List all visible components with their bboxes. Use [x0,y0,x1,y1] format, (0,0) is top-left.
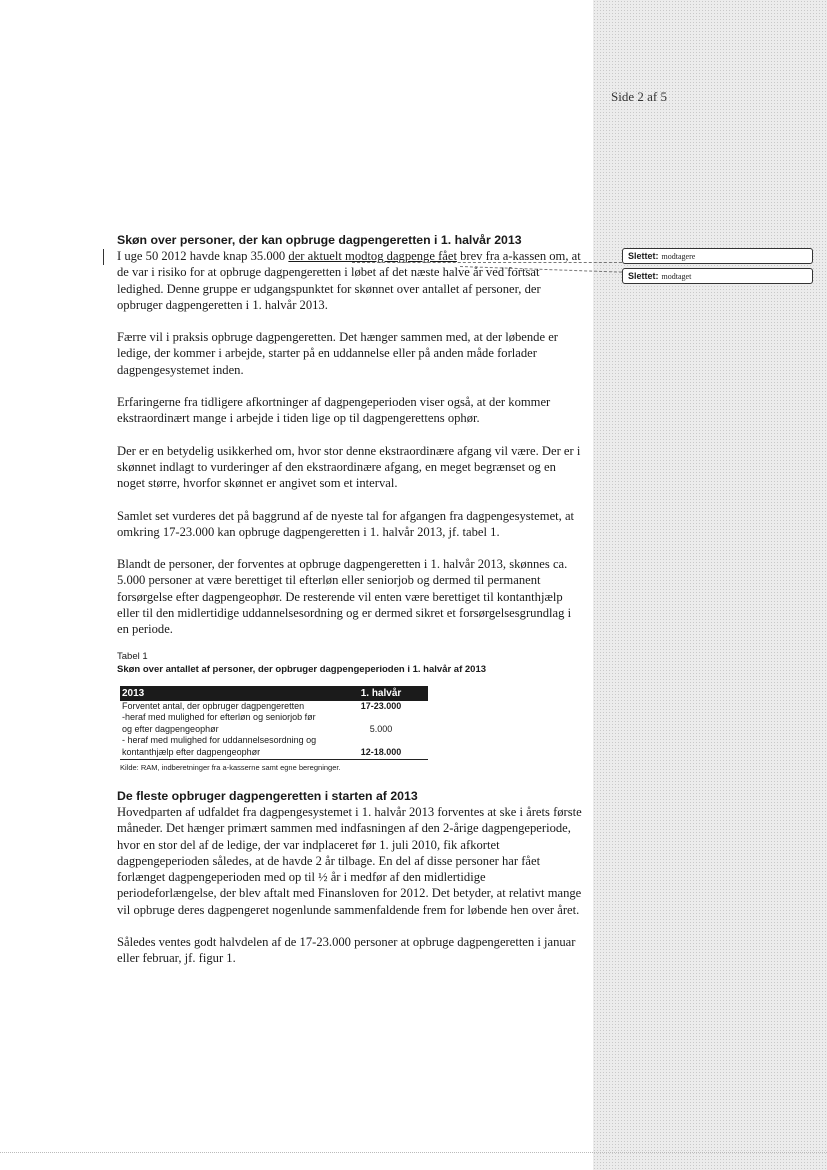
table-header-cell: 1. halvår [334,686,428,701]
comment-margin-pane [593,0,827,1170]
tracked-insertion[interactable]: der aktuelt modtog dagpenge fået [288,249,457,263]
page-number: Side 2 af 5 [611,89,667,104]
table-cell [334,735,428,747]
table-cell [334,712,428,724]
table-cell: -heraf med mulighed for efterløn og seniorjob før [122,712,316,723]
table-row [120,712,428,724]
paragraph: Erfaringerne fra tidligere afkortninger af dagpengeperioden viser også, at der kommer ekstraordinært mange i arbejde i tiden lige op til dagpengerettens ophør. [117,395,551,426]
paragraph: Således ventes godt halvdelen af de 17-23.000 personer at opbruge dagpengeretten i januar eller februar, jf. figur 1. [117,934,576,966]
table-source: Kilde: RAM, indberetninger fra a-kasserne samt egne beregninger. [120,762,341,772]
comment-text: modtaget [661,272,692,281]
section-heading: De fleste opbruger dagpengeretten i starten af 2013 [117,788,418,803]
table-header-cell: 2013 [120,686,334,701]
comment-text: modtagere [661,252,696,261]
data-table [120,686,428,760]
comment-label: Slettet: [628,271,659,281]
paragraph: Blandt de personer, der forventes at opbruge dagpengeretten i 1. halvår 2013, skønnes ca. 5.000 personer at være berettiget til efterløn eller seniorjob og dermed til permanent forsørgelse efter dagpengeophør. De resterende vil enten være berettiget til kontanthjælp eller til den midlertidige uddannelsesordning og er dermed sikret et forsørgelsesgrundlag i en periode. [117,557,572,637]
paragraph: Der er en betydelig usikkerhed om, hvor stor denne ekstraordinære afgang vil være. Der er i skønnet indlagt to vurderinger af den ekstraordinære afgang, en meget begrænset og en noget større, hvorfor skønnet er angivet som et interval. [117,443,581,491]
section-heading: Skøn over personer, der kan opbruge dagpengeretten i 1. halvår 2013 [117,233,522,247]
change-bar [103,249,104,265]
page-bottom-divider [0,1152,827,1153]
table-cell: - heraf med mulighed for uddannelsesordning og [122,735,317,746]
table-row [120,701,428,713]
table-cell: 5.000 [369,723,393,734]
table-label: Tabel 1 [117,650,148,662]
comment-balloon-deleted-2[interactable] [622,268,813,284]
comment-balloon-deleted-1[interactable] [622,248,813,264]
table-cell: kontanthjælp efter dagpengeophør [120,747,334,759]
comment-label: Slettet: [628,251,659,261]
table-header-row [120,686,428,701]
table-row [120,735,428,747]
table-caption [117,650,585,676]
table-cell: 17-23.000 [360,700,402,711]
paragraph: I uge 50 2012 havde knap 35.000 der aktuelt modtog dagpenge fået brev fra a-kassen om, at de var i risiko for at opbruge dagpengeretten i løbet af det næste halve år ved fortsat ledighed. Denne gruppe er udgangspunktet for skønnet over antallet af personer, der opbruger dagpengeretten i 1. halvår 2013. [117,249,581,312]
paragraph: Hovedparten af udfaldet fra dagpengesystemet i 1. halvår 2013 forventes at ske i årets første måneder. Det hænger primært sammen med indfasningen af den 2-årige dagpengeperiode, hvor en stor del af de ledige, der var indplaceret før 1. juli 2010, fik afkortet dagpengeperioden således, at de havde 2 år tilbage. En del af disse personer har fået forlænget dagpengeperioden med op til ½ år i medfør af den midlertidige periodeforlængelse, der blev aftalt med Finansloven for 2012. Det betyder, at relativt mange vil opbruge deres dagpengeret nogenlunde sammenfaldende frem for løbende hen over året. [117,804,582,917]
table-title: Skøn over antallet af personer, der opbruger dagpengeperioden i 1. halvår af 2013 [117,663,487,675]
paragraph: Færre vil i praksis opbruge dagpengeretten. Det hænger sammen med, at der løbende er ledige, der kommer i arbejde, starter på en uddannelse eller på anden måde forlader dagpengesystemet inden. [117,330,558,377]
paragraph: Samlet set vurderes det på baggrund af de nyeste tal for afgangen fra dagpengesystemet, at omkring 17-23.000 kan opbruge dagpengeretten i 1. halvår 2013, jf. tabel 1. [117,508,575,539]
table-cell: 12-18.000 [334,747,428,759]
document-body [117,232,585,983]
table-cell: og efter dagpengeophør [122,723,219,734]
table-row [120,724,428,736]
table-row [120,747,428,759]
table-cell: Forventet antal, der opbruger dagpengeretten [122,700,305,711]
